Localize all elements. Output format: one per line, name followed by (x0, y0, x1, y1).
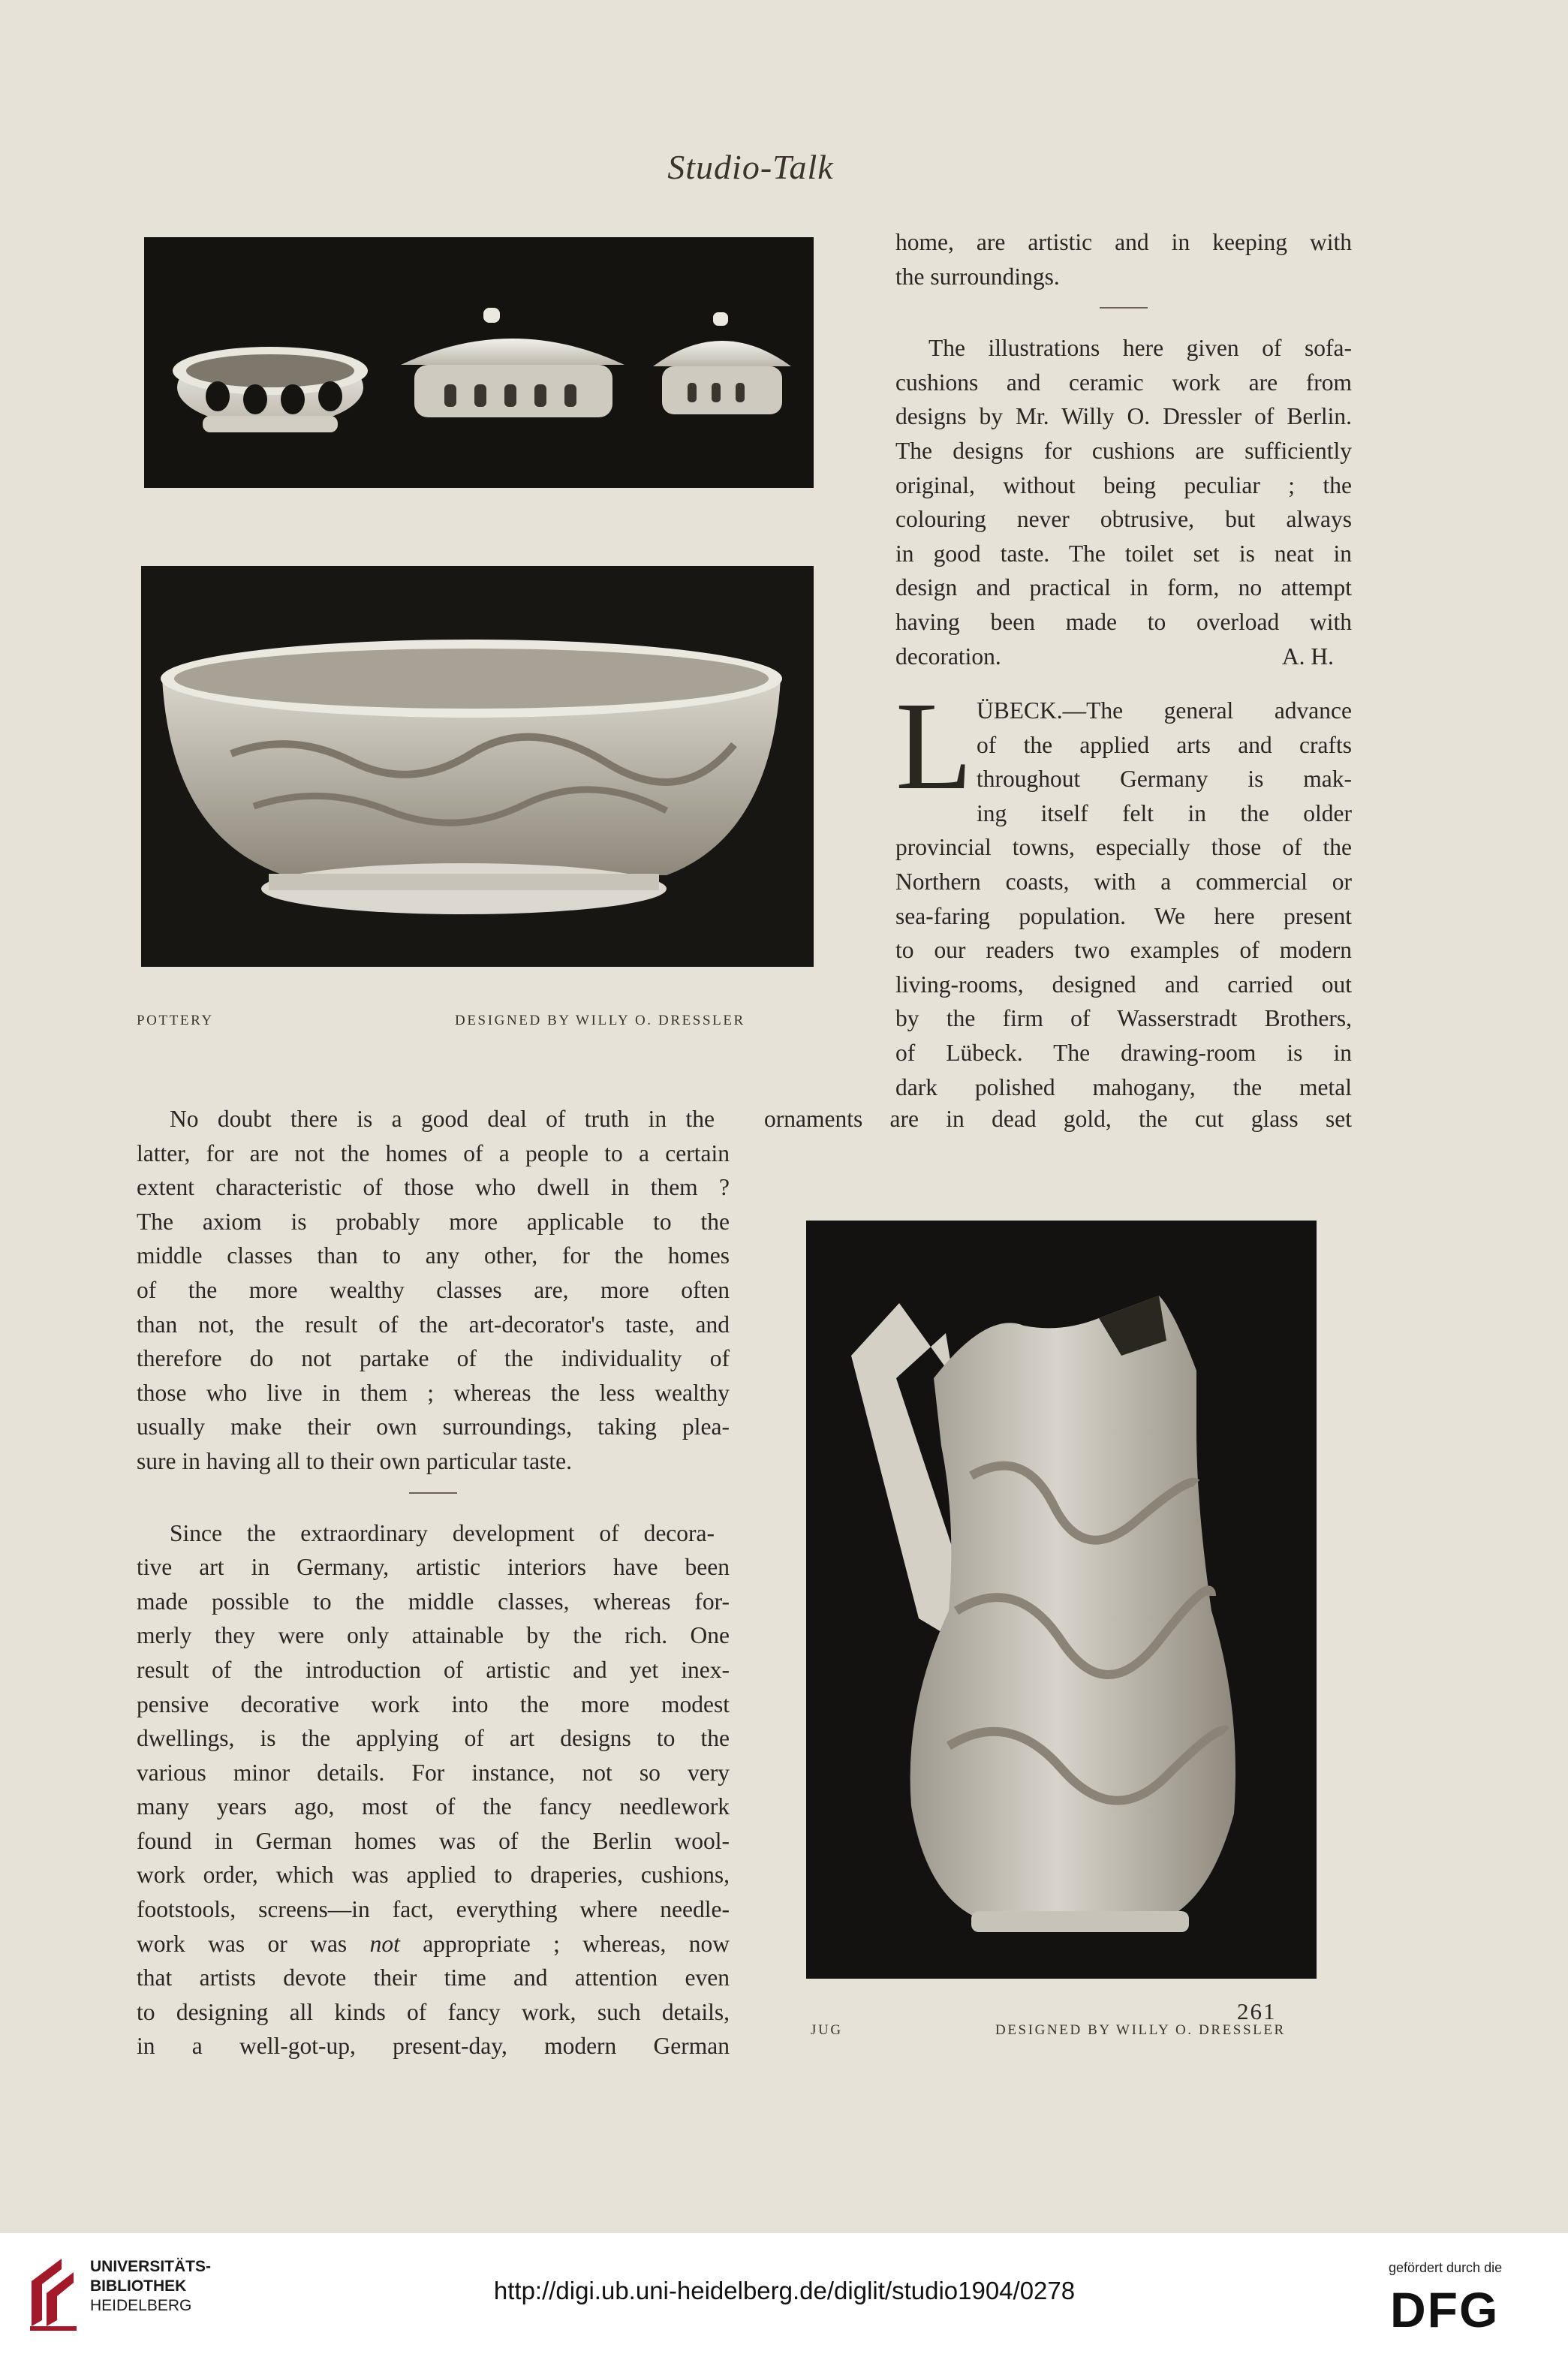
paragraph-home-artistic (895, 225, 1352, 293)
drop-cap: L (895, 676, 973, 816)
text-line: Since the extraordinary development of decora- (170, 1519, 715, 1546)
text-line: found in German homes was of the Berlin wool- (137, 1827, 730, 1854)
text-line: therefore do not partake of the individuality of (137, 1345, 730, 1372)
library-logo-icon (24, 2251, 84, 2334)
text-line: the surroundings. (895, 263, 1060, 290)
section-rule (409, 1492, 457, 1494)
footer-bar (0, 2233, 1568, 2354)
caption-jug-right: DESIGNED BY WILLY O. DRESSLER (995, 2022, 1286, 2038)
text-line: work order, which was applied to draperies, cushions, (137, 1862, 730, 1889)
text-line: than not, the result of the art-decorator's taste, and (137, 1311, 730, 1338)
text-line: designs by Mr. Willy O. Dressler of Berlin. (895, 403, 1352, 430)
text-line: to our readers two examples of modern (895, 937, 1352, 964)
text-line: The illustrations here given of sofa- (928, 335, 1352, 362)
text-line: cushions and ceramic work are from (895, 369, 1352, 396)
text-line: to designing all kinds of fancy work, such details, (137, 1998, 730, 2025)
text-line: usually make their own surroundings, taking plea- (137, 1413, 730, 1440)
pottery-large-bowl-photo (141, 566, 814, 967)
text-fragment: appropriate ; whereas, now (399, 1930, 730, 1957)
text-line-end: decoration. (895, 643, 1001, 670)
text-line: in a well-got-up, present-day, modern German (137, 2033, 730, 2060)
running-head: Studio-Talk (667, 148, 834, 186)
text-line: middle classes than to any other, for the homes (137, 1242, 730, 1269)
text-line: of the applied arts and crafts (977, 731, 1352, 758)
text-line: The axiom is probably more applicable to the (137, 1208, 730, 1235)
author-signature: A. H. (1281, 643, 1334, 670)
source-url-link[interactable]: http://digi.ub.uni-heidelberg.de/diglit/studio1904/0278 (493, 2277, 1076, 2304)
text-line: living-rooms, designed and carried out (895, 971, 1352, 998)
section-rule (1100, 307, 1148, 309)
text-line: dark polished mahogany, the metal (895, 1073, 1352, 1100)
text-line: that artists devote their time and attention even (137, 1964, 730, 1991)
crossing-line (764, 1102, 1352, 1136)
text-line: having been made to overload with (895, 608, 1352, 635)
text-line: in good taste. The toilet set is neat in (895, 540, 1352, 567)
right-column-upper (895, 225, 1352, 673)
text-line: made possible to the middle classes, whereas for- (137, 1588, 730, 1615)
caption-jug-left: JUG (811, 2022, 843, 2038)
text-line: throughout Germany is mak- (977, 766, 1352, 793)
funded-by-label: gefördert durch die (1389, 2260, 1503, 2275)
text-line: many years ago, most of the fancy needlework (137, 1793, 730, 1820)
library-name-line: HEIDELBERG (90, 2297, 192, 2314)
text-line: tive art in Germany, artistic interiors have been (137, 1554, 730, 1581)
text-line: No doubt there is a good deal of truth in the (170, 1106, 715, 1132)
text-line: latter, for are not the homes of a people to a certain (137, 1139, 730, 1166)
caption-pottery-right: DESIGNED BY WILLY O. DRESSLER (455, 1013, 745, 1028)
text-line: ornaments are in dead gold, the cut glass set (764, 1106, 1352, 1132)
text-line (137, 1927, 730, 1961)
text-line: various minor details. For instance, not so very (137, 1759, 730, 1786)
text-line: footstools, screens—in fact, everything where needle- (137, 1896, 730, 1923)
text-line: extent characteristic of those who dwell in them ? (137, 1174, 730, 1201)
pottery-bowls-photo (144, 237, 814, 488)
left-column-lower (137, 1102, 730, 2064)
text-line: sure in having all to their own particular taste. (137, 1447, 572, 1474)
text-line: home, are artistic and in keeping with (895, 229, 1352, 255)
text-line: The designs for cushions are sufficiently (895, 437, 1352, 464)
paragraph-illustrations (895, 331, 1352, 673)
text-line: sea-faring population. We here present (895, 902, 1352, 929)
jug-photo (806, 1221, 1317, 1979)
text-line: provincial towns, especially those of the (895, 834, 1352, 861)
caption-pottery-left: POTTERY (137, 1013, 214, 1028)
text-line: of the more wealthy classes are, more often (137, 1276, 730, 1303)
text-line: by the firm of Wasserstradt Brothers, (895, 1005, 1352, 1032)
library-name (90, 2257, 211, 2316)
text-line: design and practical in form, no attempt (895, 574, 1352, 601)
lubeck-section (895, 676, 1352, 1104)
dfg-logo: DFG (1390, 2282, 1500, 2337)
text-line: result of the introduction of artistic and yet inex- (137, 1656, 730, 1683)
text-fragment: work was or was (137, 1930, 370, 1957)
text-line: colouring never obtrusive, but always (895, 506, 1352, 533)
text-line: of Lübeck. The drawing-room is in (895, 1039, 1352, 1066)
text-line: Northern coasts, with a commercial or (895, 868, 1352, 895)
text-line: ÜBECK.—The general advance (977, 697, 1352, 724)
text-line: pensive decorative work into the more modest (137, 1690, 730, 1717)
library-name-line: BIBLIOTHEK (90, 2277, 187, 2295)
text-line: ing itself felt in the older (977, 799, 1352, 826)
library-name-line: UNIVERSITÄTS- (90, 2258, 212, 2275)
text-line: those who live in them ; whereas the less wealthy (137, 1379, 730, 1406)
text-line (895, 640, 1352, 674)
text-line: dwellings, is the applying of art designs to the (137, 1725, 730, 1752)
text-line: original, without being peculiar ; the (895, 471, 1352, 498)
italic-word: not (369, 1930, 400, 1957)
text-line: merly they were only attainable by the rich. One (137, 1622, 730, 1649)
page-number: 261 (1237, 1998, 1277, 2024)
